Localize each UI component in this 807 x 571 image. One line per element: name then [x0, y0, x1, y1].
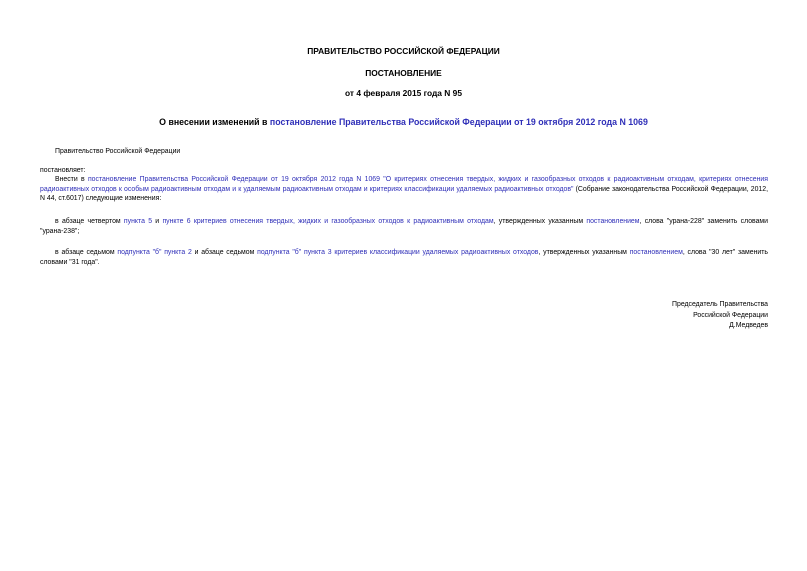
p1-text-2: (Собрание законодательства Российской Федерации, 2012, N 44, ст.6017) следующие изменения:	[40, 185, 768, 203]
title-prefix: О внесении изменений в	[159, 117, 270, 127]
p2-link-item-5[interactable]: пункта 5	[123, 218, 153, 225]
signature-block	[672, 300, 768, 332]
paragraph-2	[40, 217, 768, 236]
document-title	[0, 117, 807, 127]
signature-organization: Российской Федерации	[693, 311, 768, 319]
resolves-line: постановляет:	[40, 167, 86, 174]
p2-text-3: , утвержденных указанным	[493, 218, 587, 225]
p3-link-subitem-b-item-3-criteria[interactable]: подпункта "б" пункта 3 критериев классификации удаляемых радиоактивных отходов	[257, 249, 539, 256]
p2-link-item-6-criteria[interactable]: пункте 6 критериев отнесения твердых, жидких и газообразных отходов к радиоактивным отходам	[162, 218, 494, 225]
paragraph-1	[40, 175, 768, 204]
p2-text-4: , слова "урана-228" заменить словами "урана-238";	[40, 218, 769, 235]
paragraph-3	[40, 248, 768, 267]
p3-text-1: в абзаце седьмом	[55, 249, 118, 256]
p3-text-3: , утвержденных указанным	[538, 249, 630, 256]
date-number-heading: от 4 февраля 2015 года N 95	[345, 88, 462, 98]
title-link-resolution-1069[interactable]: постановление Правительства Российской Федерации от 19 октября 2012 года N 1069	[269, 117, 648, 127]
p2-link-resolution[interactable]: постановлением	[586, 218, 640, 225]
government-heading: ПРАВИТЕЛЬСТВО РОССИЙСКОЙ ФЕДЕРАЦИИ	[307, 46, 500, 56]
p1-text-1: Внести в	[55, 176, 88, 183]
p3-text-2: и абзаце седьмом	[191, 249, 258, 256]
p1-link-resolution-1069[interactable]: постановление Правительства Российской Федерации от 19 октября 2012 года N 1069 "О критериях отнесения твердых, жидких и газообразных отходов к радиоактивным отходам, критериях отнесения радиоактивных отходов к особым радиоактивным отходам и к удаляемым радиоактивным отходам и критериях классификации удаляемых радиоактивных отходов"	[40, 176, 768, 193]
p2-text-1: в абзаце четвертом	[55, 218, 124, 225]
signature-name: Д.Медведев	[729, 322, 768, 329]
p3-link-subitem-b-item-2[interactable]: подпункта "б" пункта 2	[117, 249, 192, 256]
signature-position: Председатель Правительства	[672, 301, 768, 308]
issuer-line: Правительство Российской Федерации	[55, 148, 181, 155]
document-type-heading: ПОСТАНОВЛЕНИЕ	[365, 68, 442, 78]
p2-text-2: и	[152, 218, 163, 225]
p3-link-resolution[interactable]: постановлением	[629, 249, 683, 256]
p3-text-4: , слова "30 лет" заменить словами "31 года".	[40, 249, 768, 266]
